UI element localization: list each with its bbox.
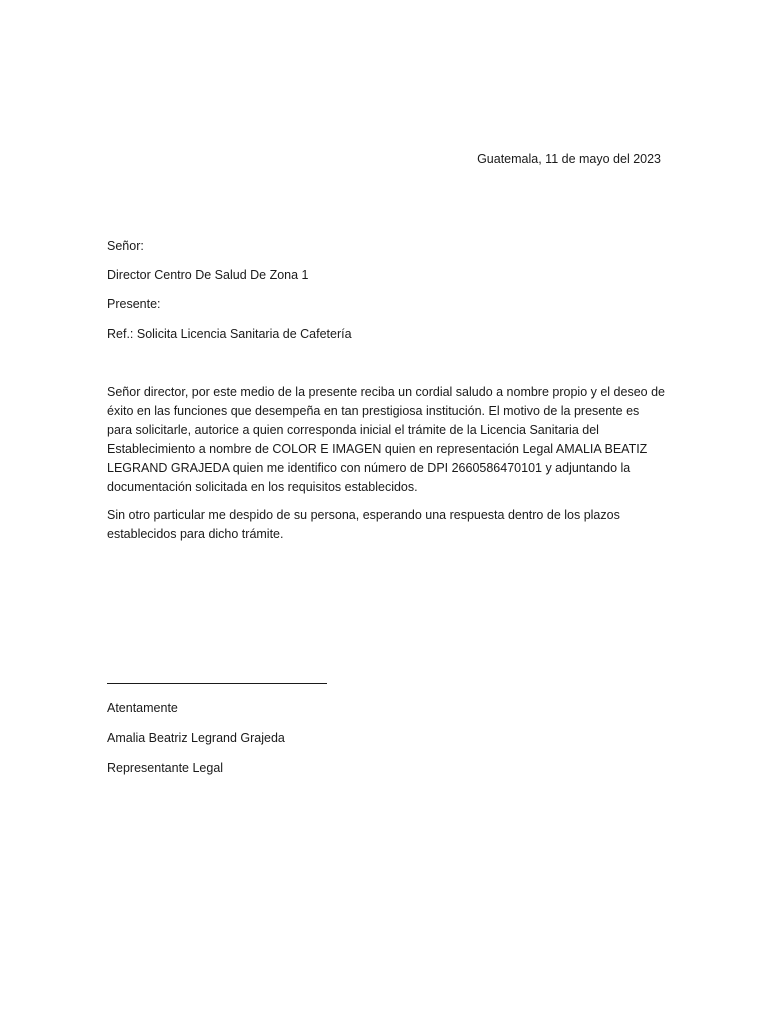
signer-title: Representante Legal [107,761,224,775]
salutation: Señor: [107,239,144,253]
presente-line: Presente: [107,297,161,311]
reference-line: Ref.: Solicita Licencia Sanitaria de Cafetería [107,327,352,341]
letter-date: Guatemala, 11 de mayo del 2023 [477,152,661,166]
recipient: Director Centro De Salud De Zona 1 [107,268,309,282]
body-paragraph-2: Sin otro particular me despido de su persona, esperando una respuesta dentro de los plazos establecidos para dicho trámite. [107,508,620,541]
body-paragraph-1: Señor director, por este medio de la presente reciba un cordial saludo a nombre propio y el deseo de éxito en las funciones que desempeña en tan prestigiosa institución. El motivo de la presente es para solicitarle, autorice a quien corresponda inicial el trámite de la Licencia Sanitaria del Establecimiento a nombre de COLOR E IMAGEN quien en representación Legal AMALIA BEATIZ LEGRAND GRAJEDA quien me identifico con número de DPI 2660586470101 y adjuntando la documentación solicitada en los requisitos establecidos. [107,385,665,494]
signature-line [107,683,327,684]
signer-name: Amalia Beatriz Legrand Grajeda [107,731,285,745]
closing: Atentamente [107,701,178,715]
